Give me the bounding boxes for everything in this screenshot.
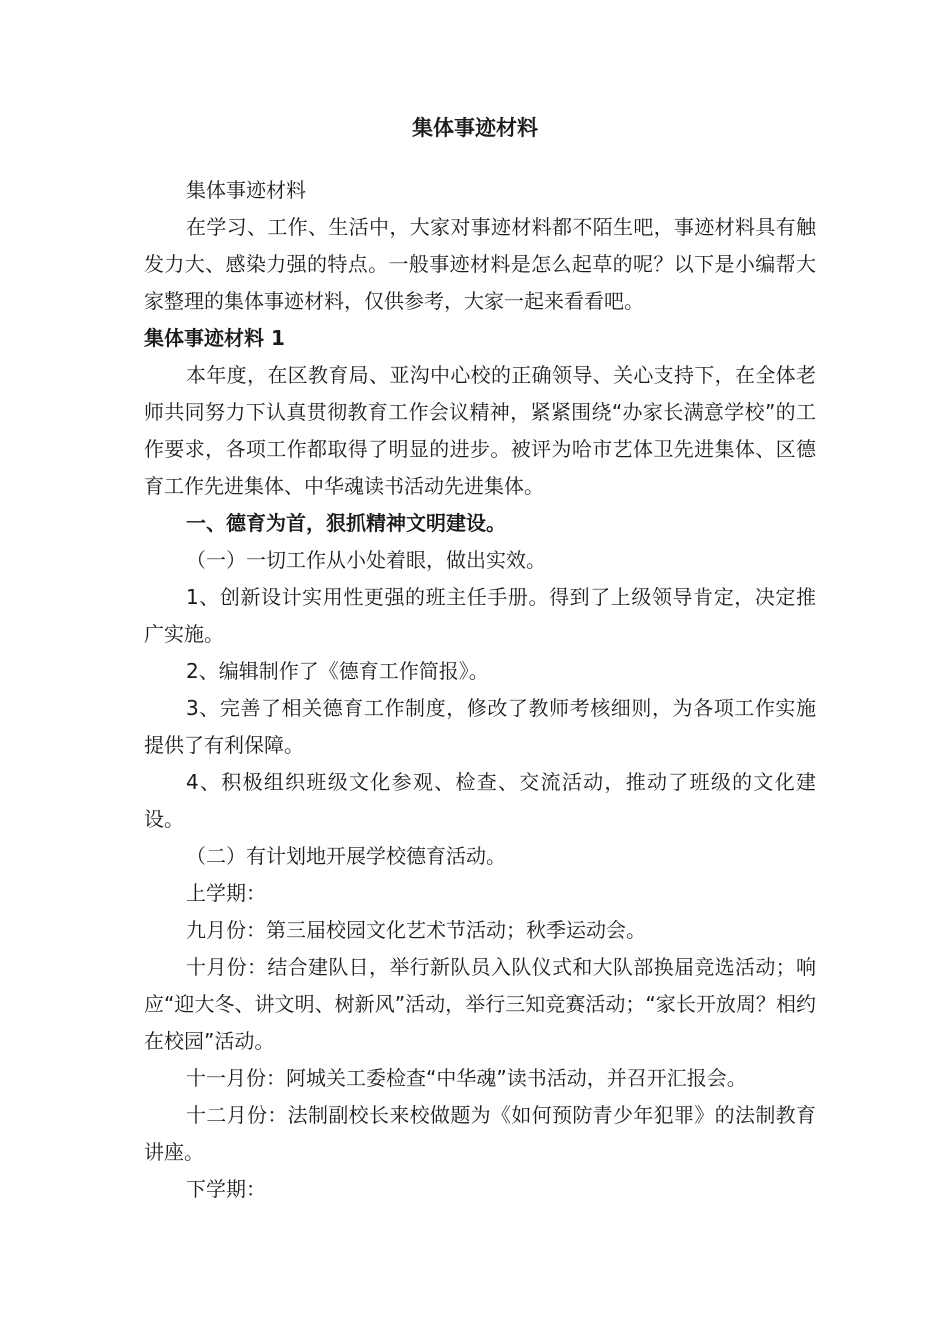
paragraph: 2、编辑制作了《德育工作简报》。: [186, 659, 489, 683]
document-title: 集体事迹材料: [412, 116, 538, 140]
paragraph: 本年度，在区教育局、亚沟中心校的正确领导、关心支持下，在全体老师共同努力下认真贯彻教育工作会议精神，紧紧围绕“办家长满意学校”的工作要求，各项工作都取得了明显的进步。被评为哈市艺体卫先进集体、区德育工作先进集体、中华魂读书活动先进集体。: [144, 363, 816, 498]
section-heading: 集体事迹材料 1: [144, 326, 285, 350]
paragraph: 3、完善了相关德育工作制度，修改了教师考核细则，为各项工作实施提供了有利保障。: [144, 696, 816, 757]
paragraph: 十一月份：阿城关工委检查“中华魂”读书活动，并召开汇报会。: [186, 1066, 747, 1090]
paragraph: 九月份：第三届校园文化艺术节活动；秋季运动会。: [186, 918, 646, 942]
document-body: [144, 172, 816, 1208]
paragraph: （二）有计划地开展学校德育活动。: [186, 844, 506, 868]
paragraph: 集体事迹材料: [186, 178, 306, 202]
paragraph: （一）一切工作从小处着眼，做出实效。: [186, 548, 546, 572]
paragraph: 下学期：: [186, 1177, 266, 1201]
paragraph: 十月份：结合建队日，举行新队员入队仪式和大队部换届竞选活动；响应“迎大冬、讲文明、树新风”活动，举行三知竞赛活动；“家长开放周？相约在校园”活动。: [144, 955, 816, 1053]
paragraph: 4、积极组织班级文化参观、检查、交流活动，推动了班级的文化建设。: [144, 770, 816, 831]
paragraph: 十二月份：法制副校长来校做题为《如何预防青少年犯罪》的法制教育讲座。: [144, 1103, 816, 1164]
paragraph: 1、创新设计实用性更强的班主任手册。得到了上级领导肯定，决定推广实施。: [144, 585, 816, 646]
section-heading: 一、德育为首，狠抓精神文明建设。: [186, 511, 506, 535]
paragraph: 在学习、工作、生活中，大家对事迹材料都不陌生吧，事迹材料具有触发力大、感染力强的特点。一般事迹材料是怎么起草的呢？以下是小编帮大家整理的集体事迹材料，仅供参考，大家一起来看看吧。: [144, 215, 816, 313]
paragraph: 上学期：: [186, 881, 266, 905]
